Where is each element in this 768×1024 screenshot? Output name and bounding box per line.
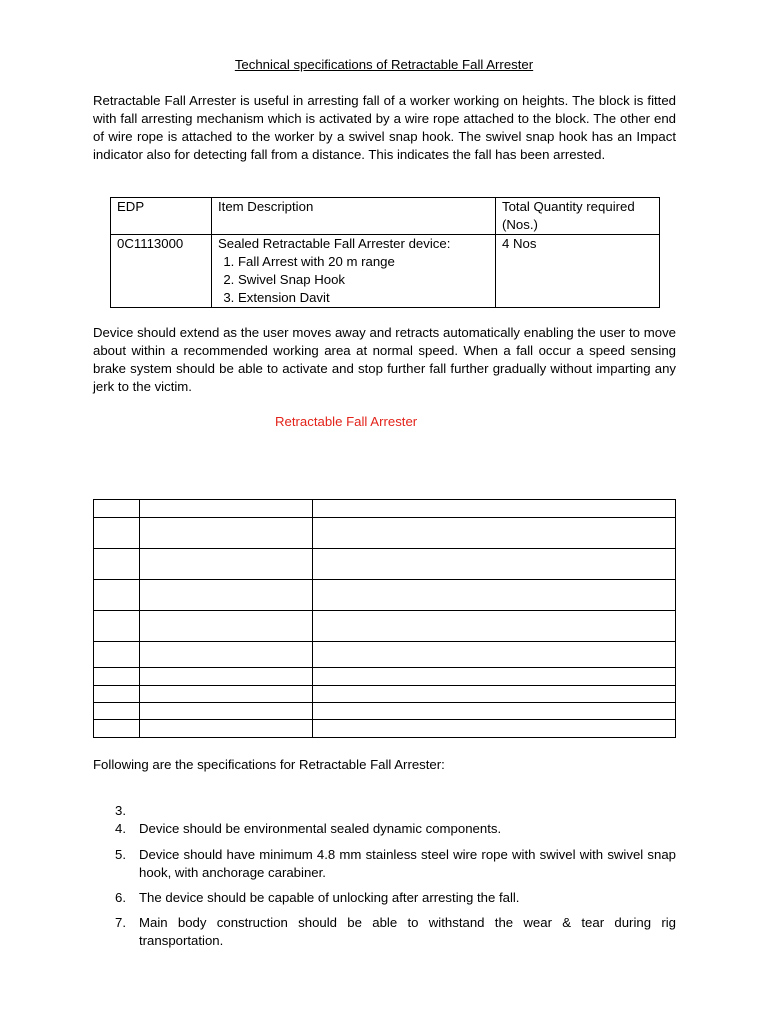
table-cell [140,703,313,720]
list-text: The device should be capable of unlocking after arresting the fall. [139,890,520,905]
device-paragraph: Device should extend as the user moves away and retracts automatically enabling the user to move about within a recommended working area at normal speed. When a fall occur a speed sensing brake system should be able to activate and stop further fall further gradually without imparting any jerk to the victim. [93,325,676,394]
document-title: Technical specifications of Retractable Fall Arrester [234,57,534,72]
table-row [94,518,676,549]
list-item [93,914,676,950]
table-row [94,611,676,642]
table-cell [140,500,313,518]
table-cell [94,642,140,668]
table-row [94,642,676,668]
table-cell [313,549,676,580]
table-cell [140,686,313,703]
list-item [93,802,676,820]
following-text: Following are the specifications for Retractable Fall Arrester: [93,757,445,772]
table-row [94,549,676,580]
specs-list [93,802,676,950]
table-cell [94,668,140,686]
table-cell [313,720,676,738]
list-number: 4. [115,821,126,836]
table-cell [313,580,676,611]
list-number: 5. [115,847,126,862]
table-cell [94,518,140,549]
table-row [94,500,676,518]
cell-quantity: 4 Nos [496,235,660,308]
table-cell [140,518,313,549]
list-number: 6. [115,890,126,905]
table-cell [313,500,676,518]
item-subitems-list [218,253,489,307]
subitem: 1. Fall Arrest with 20 m range [238,253,489,271]
list-number: 7. [115,915,126,930]
list-item [93,846,676,882]
table-cell [94,703,140,720]
intro-paragraph: Retractable Fall Arrester is useful in arresting fall of a worker working on heights. The block is fitted with fall arresting mechanism which is activated by a wire rope attached to the block. The other end of wire rope is attached to the worker by a swivel snap hook. The swivel snap hook has an Impact indicator also for detecting fall from a distance. This indicates the fall has been arrested. [93,93,676,162]
table-cell [313,668,676,686]
subitem: 2. Swivel Snap Hook [238,271,489,289]
table-cell [140,580,313,611]
table-cell [94,549,140,580]
table-cell [140,642,313,668]
table-cell [94,500,140,518]
table-cell [94,611,140,642]
table-cell [313,686,676,703]
table-cell [94,580,140,611]
table-cell [313,642,676,668]
table-cell [140,720,313,738]
list-item [93,820,676,838]
table-row [94,580,676,611]
table-row [94,720,676,738]
red-caption: Retractable Fall Arrester [275,414,418,429]
item-description-text: Sealed Retractable Fall Arrester device: [218,236,451,251]
subitem: 3. Extension Davit [238,289,489,307]
table-row [94,703,676,720]
items-table-header-row [111,198,660,235]
list-text: Device should have minimum 4.8 mm stainless steel wire rope with swivel with swivel snap hook, with anchorage carabiner. [139,847,676,880]
table-cell [140,549,313,580]
table-row [94,686,676,703]
list-text: Main body construction should be able to withstand the wear & tear during rig transportation. [139,915,676,948]
cell-item-description [212,235,496,308]
list-text: Device should be environmental sealed dynamic components. [139,821,502,836]
table-cell [313,703,676,720]
empty-spec-table [93,499,676,738]
table-cell [313,518,676,549]
items-table [110,197,660,308]
header-edp: EDP [111,198,212,235]
cell-edp: 0C1113000 [111,235,212,308]
list-number: 3. [115,803,126,818]
table-row [94,668,676,686]
list-item [93,889,676,907]
table-cell [94,720,140,738]
items-table-row [111,235,660,308]
table-cell [313,611,676,642]
table-cell [140,668,313,686]
table-cell [140,611,313,642]
header-item-description: Item Description [212,198,496,235]
table-cell [94,686,140,703]
header-total-quantity: Total Quantity required (Nos.) [496,198,660,235]
